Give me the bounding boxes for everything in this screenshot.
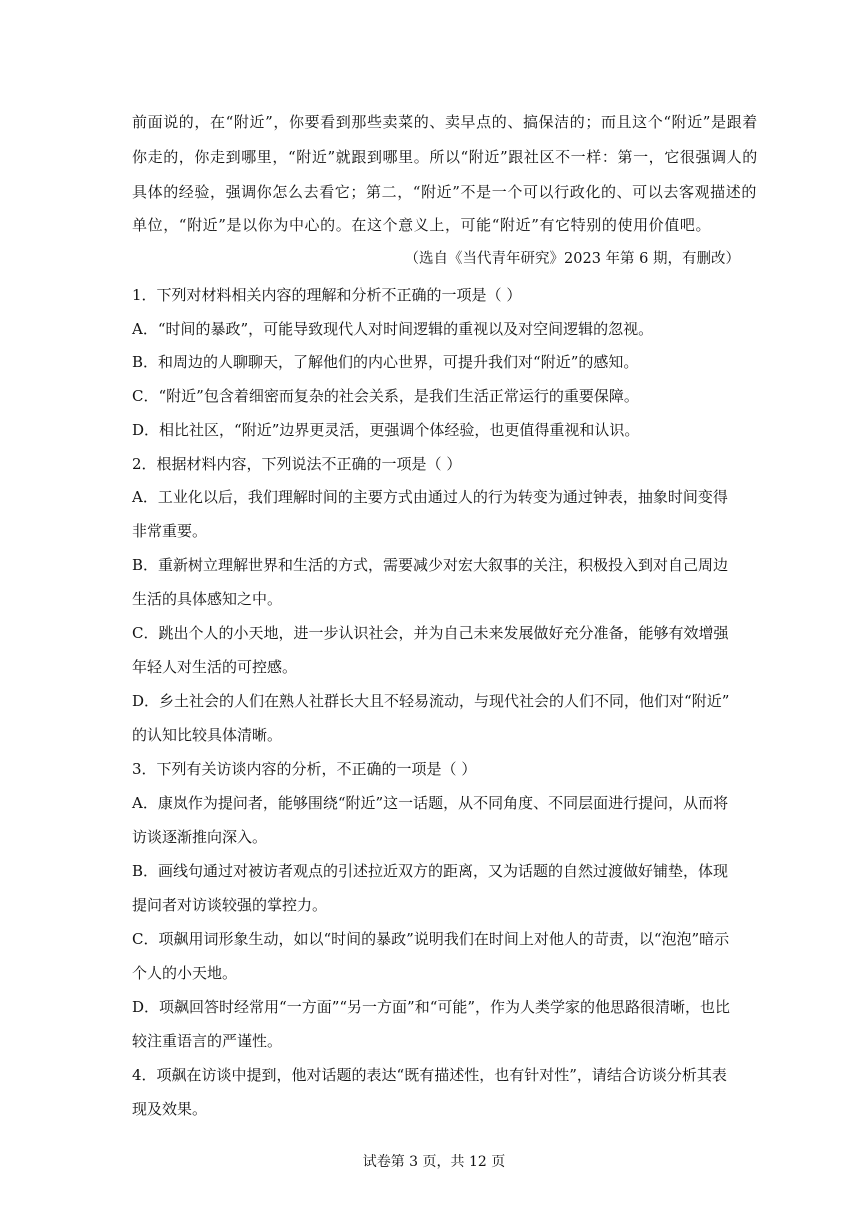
question-stem-continued: 现及效果。 xyxy=(132,1100,208,1118)
option-a: A．工业化以后，我们理解时间的主要方式由通过人的行为转变为通过钟表，抽象时间变得 xyxy=(132,488,728,506)
source-citation: （选自《当代青年研究》2023 年第 6 期，有删改） xyxy=(404,251,740,267)
option-b: B．重新树立理解世界和生活的方式，需要减少对宏大叙事的关注，积极投入到对自己周边 xyxy=(132,556,729,574)
passage-line: 前面说的，在“附近”，你要看到那些卖菜的、卖早点的、搞保洁的；而且这个“附近”是跟着 xyxy=(132,113,758,131)
passage-line: 单位，“附近”是以你为中心的。在这个意义上，可能“附近”有它特别的使用价值吧。 xyxy=(132,216,712,234)
option-d-continued: 的认知比较具体清晰。 xyxy=(132,726,283,744)
option-b: B．画线句通过对被访者观点的引述拉近双方的距离，又为话题的自然过渡做好铺垫，体现 xyxy=(132,862,729,880)
question-stem: 3．下列有关访谈内容的分析，不正确的一项是（ ） xyxy=(132,760,477,778)
option-b-continued: 生活的具体感知之中。 xyxy=(132,590,283,608)
passage-line: 具体的经验，强调你怎么去看它；第二，“附近”不是一个可以行政化的、可以去客观描述的 xyxy=(132,183,757,201)
page-footer: 试卷第 3 页，共 12 页 xyxy=(362,1154,506,1170)
option-a: A．“时间的暴政”，可能导致现代人对时间逻辑的重视以及对空间逻辑的忽视。 xyxy=(132,320,654,338)
option-c-continued: 个人的小天地。 xyxy=(132,964,238,982)
option-a: A．康岚作为提问者，能够围绕“附近”这一话题，从不同角度、不同层面进行提问，从而将 xyxy=(132,794,729,812)
option-b: B．和周边的人聊聊天，了解他们的内心世界，可提升我们对“附近”的感知。 xyxy=(132,353,639,371)
option-c-continued: 年轻人对生活的可控感。 xyxy=(132,658,298,676)
option-c: C．跳出个人的小天地，进一步认识社会，并为自己未来发展做好充分准备，能够有效增强 xyxy=(132,624,729,642)
option-a-continued: 非常重要。 xyxy=(132,522,208,540)
passage-line: 你走的，你走到哪里，“附近”就跟到哪里。所以“附近”跟社区不一样：第一，它很强调人的 xyxy=(132,148,758,166)
option-d: D．项飙回答时经常用“一方面”“另一方面”和“可能”，作为人类学家的他思路很清晰，也比 xyxy=(132,998,731,1016)
option-d-continued: 较注重语言的严谨性。 xyxy=(132,1032,283,1050)
question-stem: 4．项飙在访谈中提到，他对话题的表达“既有描述性，也有针对性”，请结合访谈分析其表 xyxy=(132,1066,727,1084)
question-stem: 1．下列对材料相关内容的理解和分析不正确的一项是（ ） xyxy=(132,286,522,304)
option-c: C．项飙用词形象生动，如以“时间的暴政”说明我们在时间上对他人的苛责，以“泡泡”暗示 xyxy=(132,930,730,948)
option-d: D．相比社区，“附近”边界更灵活，更强调个体经验，也更值得重视和认识。 xyxy=(132,421,640,439)
option-a-continued: 访谈逐渐推向深入。 xyxy=(132,828,268,846)
option-c: C．“附近”包含着细密而复杂的社会关系，是我们生活正常运行的重要保障。 xyxy=(132,387,639,405)
question-stem: 2．根据材料内容，下列说法不正确的一项是（ ） xyxy=(132,455,462,473)
option-d: D．乡土社会的人们在熟人社群长大且不轻易流动，与现代社会的人们不同，他们对“附近” xyxy=(132,692,730,710)
option-b-continued: 提问者对访谈较强的掌控力。 xyxy=(132,896,328,914)
